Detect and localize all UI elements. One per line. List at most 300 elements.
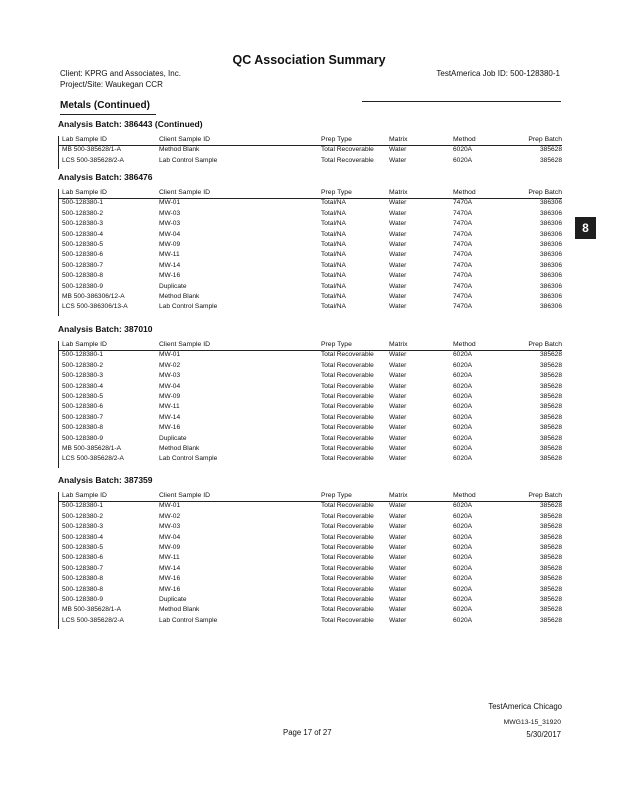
cell-matrix: Water: [389, 403, 407, 411]
cell-prep-type: Total Recoverable: [321, 596, 374, 603]
cell-client-sample-id: MW-01: [159, 199, 181, 207]
footer-page: Page 17 of 27: [283, 728, 332, 737]
cell-client-sample-id: MW-04: [159, 382, 181, 390]
column-header-lab-sample-id: Lab Sample ID: [62, 492, 107, 499]
cell-prep-type: Total Recoverable: [321, 361, 374, 369]
cell-lab-sample-id: 500-128380-2: [62, 512, 104, 520]
cell-matrix: Water: [389, 596, 407, 603]
cell-prep-type: Total Recoverable: [321, 554, 374, 562]
table-row: [62, 371, 562, 381]
table-row: [62, 605, 562, 615]
page-title: QC Association Summary: [232, 53, 386, 67]
cell-prep-batch: 386306: [539, 199, 562, 207]
column-header-prep-batch: Prep Batch: [528, 341, 562, 348]
cell-prep-type: Total Recoverable: [321, 403, 374, 411]
cell-client-sample-id: MW-16: [159, 585, 181, 593]
cell-matrix: Water: [389, 523, 407, 531]
cell-prep-type: Total/NA: [321, 230, 346, 238]
cell-matrix: Water: [389, 251, 407, 259]
cell-lab-sample-id: 500-128380-8: [62, 575, 104, 583]
cell-lab-sample-id: 500-128380-6: [62, 251, 104, 259]
cell-lab-sample-id: 500-128380-1: [62, 351, 104, 359]
cell-method: 7470A: [453, 199, 473, 207]
cell-lab-sample-id: 500-128380-8: [62, 424, 104, 432]
cell-client-sample-id: MW-02: [159, 512, 181, 520]
cell-client-sample-id: Lab Control Sample: [159, 616, 218, 624]
cell-client-sample-id: Duplicate: [159, 282, 187, 290]
cell-client-sample-id: MW-14: [159, 413, 181, 421]
cell-prep-type: Total Recoverable: [321, 523, 374, 531]
cell-method: 6020A: [453, 502, 473, 510]
cell-client-sample-id: MW-11: [159, 251, 180, 259]
cell-prep-type: Total Recoverable: [321, 372, 374, 380]
table-row: [62, 302, 562, 312]
column-header-row: [62, 188, 562, 198]
column-header-client-sample-id: Client Sample ID: [159, 136, 210, 143]
cell-prep-type: Total/NA: [321, 303, 346, 311]
section-underline: [60, 114, 156, 115]
cell-lab-sample-id: 500-128380-3: [62, 523, 104, 531]
section-tab: 8: [575, 217, 596, 239]
cell-matrix: Water: [389, 445, 407, 452]
cell-prep-batch: 386306: [539, 209, 562, 217]
column-header-row: [62, 340, 562, 350]
table-row: [62, 392, 562, 402]
cell-lab-sample-id: MB 500-385628/1-A: [62, 445, 122, 452]
cell-prep-batch: 385628: [539, 616, 562, 624]
column-header-prep-type: Prep Type: [321, 492, 352, 499]
cell-prep-type: Total/NA: [321, 261, 346, 269]
column-header-prep-batch: Prep Batch: [528, 492, 562, 499]
footer-doc-code: MWG13-15_31920: [503, 719, 561, 726]
table-row: [62, 230, 562, 240]
cell-matrix: Water: [389, 455, 407, 463]
cell-prep-batch: 385628: [539, 585, 562, 593]
cell-matrix: Water: [389, 616, 407, 624]
cell-lab-sample-id: 500-128380-7: [62, 413, 104, 421]
column-header-client-sample-id: Client Sample ID: [159, 189, 210, 196]
cell-matrix: Water: [389, 146, 407, 154]
column-header-matrix: Matrix: [389, 136, 408, 143]
cell-matrix: Water: [389, 606, 407, 614]
cell-client-sample-id: Lab Control Sample: [159, 303, 218, 311]
cell-prep-type: Total Recoverable: [321, 606, 374, 614]
table-row: [62, 361, 562, 371]
cell-prep-batch: 385628: [539, 146, 562, 154]
cell-prep-batch: 386306: [539, 220, 562, 228]
column-header-prep-batch: Prep Batch: [528, 136, 562, 143]
cell-prep-batch: 386306: [539, 293, 562, 300]
cell-prep-batch: 385628: [539, 554, 562, 562]
cell-client-sample-id: MW-14: [159, 564, 181, 572]
cell-prep-batch: 385628: [539, 606, 562, 614]
cell-matrix: Water: [389, 382, 407, 390]
table-row: [62, 271, 562, 281]
cell-method: 7470A: [453, 209, 473, 217]
table-row: [62, 444, 562, 454]
table-row: [62, 282, 562, 292]
cell-lab-sample-id: 500-128380-5: [62, 544, 104, 551]
cell-matrix: Water: [389, 585, 407, 593]
cell-lab-sample-id: 500-128380-9: [62, 596, 104, 603]
table-left-rule: [58, 136, 59, 169]
cell-prep-type: Total Recoverable: [321, 455, 374, 463]
cell-matrix: Water: [389, 282, 407, 290]
cell-client-sample-id: MW-16: [159, 424, 181, 432]
cell-method: 7470A: [453, 272, 473, 280]
cell-client-sample-id: Duplicate: [159, 434, 187, 442]
cell-prep-type: Total Recoverable: [321, 413, 374, 421]
cell-method: 6020A: [453, 606, 473, 614]
table-row: [62, 434, 562, 444]
cell-lab-sample-id: LCS 500-385628/2-A: [62, 616, 124, 624]
cell-prep-batch: 385628: [539, 351, 562, 359]
cell-matrix: Water: [389, 272, 407, 280]
column-header-prep-batch: Prep Batch: [528, 189, 562, 196]
batch-title: Analysis Batch: 386476: [58, 172, 153, 182]
cell-prep-batch: 385628: [539, 434, 562, 442]
cell-method: 6020A: [453, 361, 473, 369]
cell-matrix: Water: [389, 424, 407, 432]
cell-client-sample-id: MW-14: [159, 261, 181, 269]
table-row: [62, 564, 562, 574]
cell-prep-batch: 385628: [539, 512, 562, 520]
cell-matrix: Water: [389, 512, 407, 520]
table-left-rule: [58, 189, 59, 316]
cell-prep-type: Total Recoverable: [321, 424, 374, 432]
batch-title: Analysis Batch: 387359: [58, 475, 153, 485]
cell-method: 6020A: [453, 146, 473, 154]
table-row: [62, 616, 562, 626]
cell-client-sample-id: MW-03: [159, 209, 181, 217]
cell-method: 7470A: [453, 293, 473, 300]
cell-client-sample-id: Lab Control Sample: [159, 156, 218, 164]
cell-prep-type: Total Recoverable: [321, 393, 374, 400]
cell-method: 6020A: [453, 616, 473, 624]
cell-prep-batch: 385628: [539, 424, 562, 432]
table-row: [62, 413, 562, 423]
project-line: Project/Site: Waukegan CCR: [60, 80, 163, 89]
cell-prep-type: Total Recoverable: [321, 445, 374, 452]
cell-prep-type: Total/NA: [321, 251, 346, 259]
column-header-method: Method: [453, 136, 476, 143]
footer-date: 5/30/2017: [526, 730, 561, 739]
cell-lab-sample-id: 500-128380-9: [62, 434, 104, 442]
cell-client-sample-id: MW-09: [159, 544, 181, 551]
cell-matrix: Water: [389, 413, 407, 421]
cell-method: 6020A: [453, 564, 473, 572]
column-header-client-sample-id: Client Sample ID: [159, 492, 210, 499]
cell-method: 6020A: [453, 351, 473, 359]
column-header-matrix: Matrix: [389, 341, 408, 348]
column-header-method: Method: [453, 189, 476, 196]
table-row: [62, 240, 562, 250]
cell-method: 7470A: [453, 261, 473, 269]
cell-client-sample-id: Method Blank: [159, 293, 200, 300]
table-row: [62, 261, 562, 271]
cell-lab-sample-id: LCS 500-386306/13-A: [62, 303, 128, 311]
cell-client-sample-id: Method Blank: [159, 445, 200, 452]
cell-prep-batch: 385628: [539, 455, 562, 463]
cell-prep-type: Total Recoverable: [321, 585, 374, 593]
cell-prep-batch: 385628: [539, 156, 562, 164]
cell-method: 6020A: [453, 512, 473, 520]
cell-lab-sample-id: 500-128380-4: [62, 382, 104, 390]
cell-matrix: Water: [389, 220, 407, 228]
cell-prep-type: Total/NA: [321, 241, 346, 248]
cell-matrix: Water: [389, 230, 407, 238]
cell-matrix: Water: [389, 533, 407, 541]
cell-prep-type: Total/NA: [321, 199, 346, 207]
cell-prep-batch: 385628: [539, 413, 562, 421]
cell-method: 6020A: [453, 554, 473, 562]
cell-lab-sample-id: MB 500-386306/12-A: [62, 293, 125, 300]
cell-method: 7470A: [453, 303, 473, 311]
column-header-row: [62, 135, 562, 145]
cell-client-sample-id: MW-16: [159, 575, 181, 583]
cell-prep-type: Total/NA: [321, 209, 346, 217]
cell-method: 7470A: [453, 241, 473, 248]
batch-title: Analysis Batch: 386443 (Continued): [58, 119, 203, 129]
table-row: [62, 595, 562, 605]
cell-prep-type: Total/NA: [321, 293, 346, 300]
cell-method: 6020A: [453, 533, 473, 541]
cell-method: 6020A: [453, 596, 473, 603]
cell-prep-batch: 386306: [539, 261, 562, 269]
cell-client-sample-id: MW-04: [159, 230, 181, 238]
cell-matrix: Water: [389, 502, 407, 510]
table-row: [62, 382, 562, 392]
table-left-rule: [58, 492, 59, 629]
cell-prep-batch: 385628: [539, 445, 562, 452]
cell-prep-batch: 386306: [539, 230, 562, 238]
cell-prep-type: Total/NA: [321, 272, 346, 280]
cell-matrix: Water: [389, 303, 407, 311]
cell-matrix: Water: [389, 241, 407, 248]
cell-lab-sample-id: 500-128380-8: [62, 585, 104, 593]
cell-method: 6020A: [453, 434, 473, 442]
table-row: [62, 402, 562, 412]
cell-prep-batch: 385628: [539, 575, 562, 583]
table-row: [62, 533, 562, 543]
cell-prep-batch: 385628: [539, 523, 562, 531]
cell-lab-sample-id: 500-128380-6: [62, 403, 104, 411]
cell-method: 7470A: [453, 230, 473, 238]
cell-matrix: Water: [389, 293, 407, 300]
column-header-matrix: Matrix: [389, 189, 408, 196]
cell-method: 6020A: [453, 413, 473, 421]
cell-lab-sample-id: 500-128380-6: [62, 554, 104, 562]
cell-prep-type: Total Recoverable: [321, 533, 374, 541]
cell-matrix: Water: [389, 361, 407, 369]
cell-client-sample-id: MW-03: [159, 372, 181, 380]
cell-prep-batch: 386306: [539, 251, 562, 259]
cell-method: 6020A: [453, 403, 473, 411]
cell-lab-sample-id: LCS 500-385628/2-A: [62, 156, 124, 164]
cell-prep-batch: 385628: [539, 596, 562, 603]
table-row: [62, 292, 562, 302]
cell-lab-sample-id: MB 500-385628/1-A: [62, 146, 122, 154]
cell-client-sample-id: MW-11: [159, 403, 180, 411]
cell-matrix: Water: [389, 554, 407, 562]
table-row: [62, 219, 562, 229]
table-row: [62, 209, 562, 219]
cell-prep-type: Total Recoverable: [321, 434, 374, 442]
table-row: [62, 501, 562, 511]
cell-client-sample-id: MW-09: [159, 393, 181, 400]
column-header-prep-type: Prep Type: [321, 341, 352, 348]
cell-client-sample-id: MW-09: [159, 241, 181, 248]
cell-lab-sample-id: LCS 500-385628/2-A: [62, 455, 124, 463]
cell-lab-sample-id: 500-128380-2: [62, 361, 104, 369]
cell-method: 7470A: [453, 282, 473, 290]
cell-prep-type: Total Recoverable: [321, 156, 374, 164]
cell-method: 6020A: [453, 156, 473, 164]
cell-method: 6020A: [453, 544, 473, 551]
cell-lab-sample-id: 500-128380-1: [62, 199, 104, 207]
cell-lab-sample-id: 500-128380-7: [62, 564, 104, 572]
cell-prep-type: Total Recoverable: [321, 502, 374, 510]
cell-prep-batch: 385628: [539, 372, 562, 380]
header-rule: [362, 101, 561, 102]
cell-method: 6020A: [453, 575, 473, 583]
cell-method: 7470A: [453, 251, 473, 259]
footer-company: TestAmerica Chicago: [488, 702, 562, 711]
table-row: [62, 145, 562, 155]
cell-method: 6020A: [453, 455, 473, 463]
table-row: [62, 198, 562, 208]
table-row: [62, 156, 562, 166]
column-header-client-sample-id: Client Sample ID: [159, 341, 210, 348]
cell-method: 6020A: [453, 585, 473, 593]
client-line: Client: KPRG and Associates, Inc.: [60, 69, 181, 78]
cell-client-sample-id: MW-03: [159, 220, 181, 228]
column-header-lab-sample-id: Lab Sample ID: [62, 189, 107, 196]
job-id: TestAmerica Job ID: 500-128380-1: [436, 69, 560, 78]
cell-prep-batch: 385628: [539, 393, 562, 400]
table-row: [62, 250, 562, 260]
cell-client-sample-id: MW-16: [159, 272, 181, 280]
cell-client-sample-id: MW-01: [159, 502, 181, 510]
cell-client-sample-id: Lab Control Sample: [159, 455, 218, 463]
table-row: [62, 543, 562, 553]
table-left-rule: [58, 341, 59, 468]
cell-lab-sample-id: MB 500-385628/1-A: [62, 606, 122, 614]
cell-client-sample-id: MW-04: [159, 533, 181, 541]
cell-matrix: Water: [389, 209, 407, 217]
cell-client-sample-id: MW-11: [159, 554, 180, 562]
cell-matrix: Water: [389, 564, 407, 572]
cell-lab-sample-id: 500-128380-9: [62, 282, 104, 290]
table-row: [62, 512, 562, 522]
cell-prep-type: Total Recoverable: [321, 616, 374, 624]
cell-prep-batch: 386306: [539, 282, 562, 290]
cell-lab-sample-id: 500-128380-7: [62, 261, 104, 269]
cell-method: 6020A: [453, 424, 473, 432]
cell-client-sample-id: Duplicate: [159, 596, 187, 603]
table-row: [62, 585, 562, 595]
column-header-lab-sample-id: Lab Sample ID: [62, 136, 107, 143]
cell-prep-batch: 385628: [539, 361, 562, 369]
cell-lab-sample-id: 500-128380-8: [62, 272, 104, 280]
cell-matrix: Water: [389, 261, 407, 269]
cell-matrix: Water: [389, 199, 407, 207]
table-row: [62, 553, 562, 563]
cell-prep-batch: 385628: [539, 564, 562, 572]
column-header-lab-sample-id: Lab Sample ID: [62, 341, 107, 348]
cell-method: 6020A: [453, 393, 473, 400]
cell-lab-sample-id: 500-128380-4: [62, 533, 104, 541]
cell-prep-type: Total Recoverable: [321, 351, 374, 359]
cell-lab-sample-id: 500-128380-1: [62, 502, 104, 510]
cell-prep-type: Total Recoverable: [321, 512, 374, 520]
cell-lab-sample-id: 500-128380-3: [62, 220, 104, 228]
cell-client-sample-id: MW-01: [159, 351, 181, 359]
table-row: [62, 574, 562, 584]
cell-prep-batch: 385628: [539, 403, 562, 411]
batch-title: Analysis Batch: 387010: [58, 324, 153, 334]
table-row: [62, 522, 562, 532]
cell-matrix: Water: [389, 575, 407, 583]
cell-prep-batch: 386306: [539, 241, 562, 248]
cell-matrix: Water: [389, 393, 407, 400]
cell-prep-type: Total Recoverable: [321, 564, 374, 572]
cell-method: 6020A: [453, 445, 473, 452]
column-header-method: Method: [453, 341, 476, 348]
cell-lab-sample-id: 500-128380-5: [62, 393, 104, 400]
cell-matrix: Water: [389, 434, 407, 442]
table-row: [62, 350, 562, 360]
cell-client-sample-id: MW-02: [159, 361, 181, 369]
cell-prep-type: Total/NA: [321, 220, 346, 228]
cell-lab-sample-id: 500-128380-4: [62, 230, 104, 238]
cell-prep-batch: 385628: [539, 382, 562, 390]
cell-method: 7470A: [453, 220, 473, 228]
cell-prep-batch: 386306: [539, 272, 562, 280]
cell-prep-type: Total/NA: [321, 282, 346, 290]
column-header-row: [62, 491, 562, 501]
cell-matrix: Water: [389, 372, 407, 380]
cell-matrix: Water: [389, 156, 407, 164]
cell-method: 6020A: [453, 372, 473, 380]
table-row: [62, 423, 562, 433]
column-header-matrix: Matrix: [389, 492, 408, 499]
cell-prep-batch: 386306: [539, 303, 562, 311]
cell-lab-sample-id: 500-128380-5: [62, 241, 104, 248]
cell-prep-type: Total Recoverable: [321, 544, 374, 551]
cell-matrix: Water: [389, 351, 407, 359]
cell-prep-type: Total Recoverable: [321, 382, 374, 390]
cell-prep-batch: 385628: [539, 502, 562, 510]
cell-prep-type: Total Recoverable: [321, 575, 374, 583]
cell-method: 6020A: [453, 523, 473, 531]
cell-prep-type: Total Recoverable: [321, 146, 374, 154]
column-header-method: Method: [453, 492, 476, 499]
section-label: Metals (Continued): [60, 100, 150, 111]
cell-prep-batch: 385628: [539, 544, 562, 551]
cell-client-sample-id: MW-03: [159, 523, 181, 531]
column-header-prep-type: Prep Type: [321, 136, 352, 143]
cell-prep-batch: 385628: [539, 533, 562, 541]
column-header-prep-type: Prep Type: [321, 189, 352, 196]
cell-lab-sample-id: 500-128380-2: [62, 209, 104, 217]
table-row: [62, 454, 562, 464]
cell-client-sample-id: Method Blank: [159, 146, 200, 154]
cell-matrix: Water: [389, 544, 407, 551]
cell-lab-sample-id: 500-128380-3: [62, 372, 104, 380]
cell-method: 6020A: [453, 382, 473, 390]
cell-client-sample-id: Method Blank: [159, 606, 200, 614]
